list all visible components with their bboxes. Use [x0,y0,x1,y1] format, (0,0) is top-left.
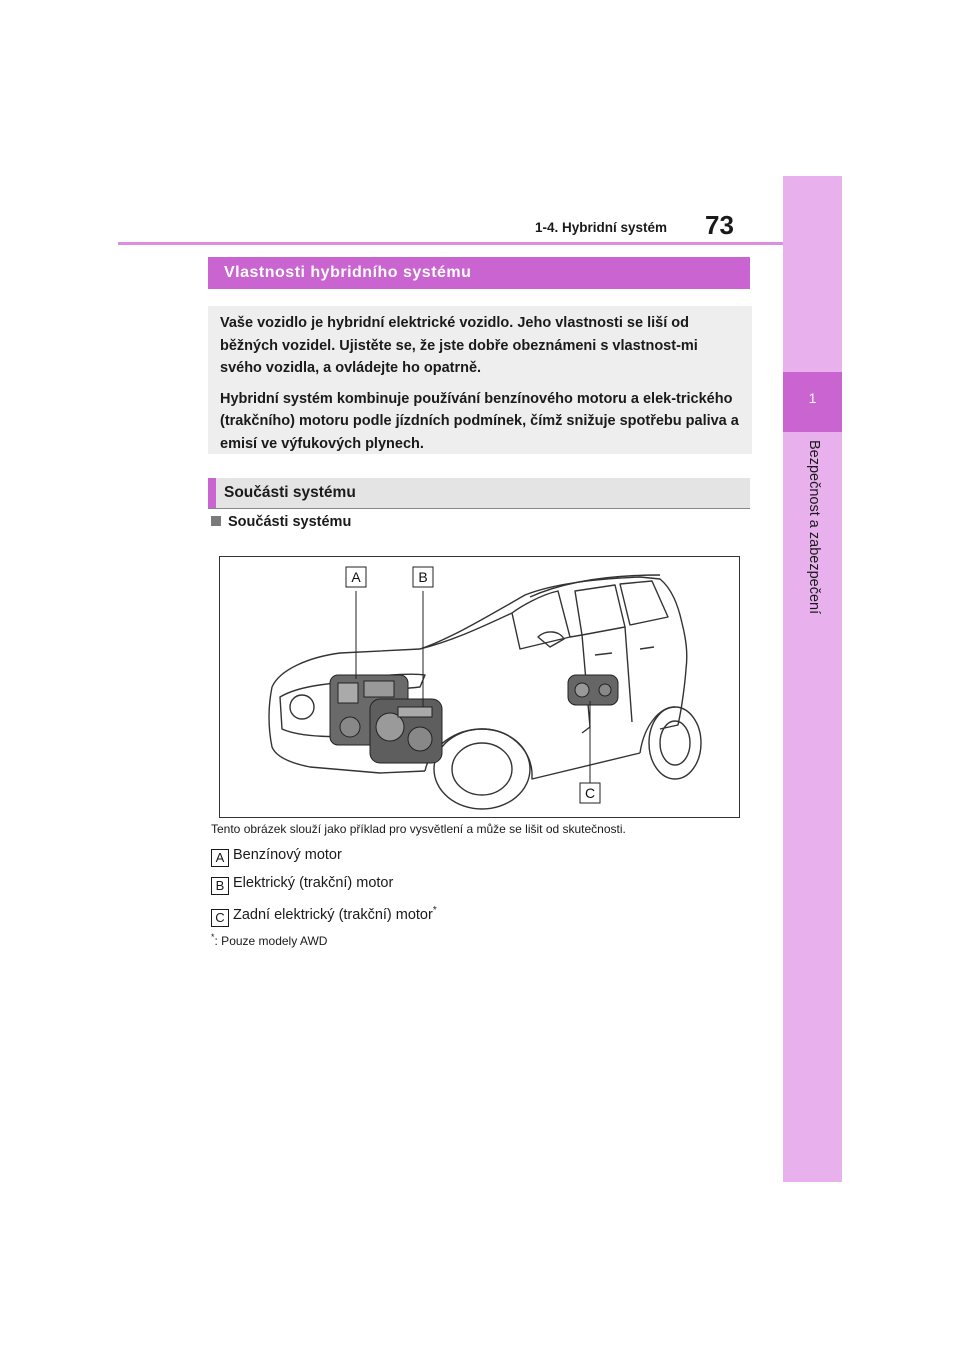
legend-text: Zadní elektrický (trakční) motor [233,906,433,923]
rear-wheel [649,707,701,779]
subsection-title: Součásti systému [208,478,750,508]
rear-door-window [620,581,668,625]
rear-motor [568,675,618,705]
section-reference: 1-4. Hybridní systém [535,220,668,235]
footnote [211,932,327,948]
rear-door-seam [625,627,632,722]
header-rule [118,242,783,245]
emblem [290,695,314,719]
rear-wheel-arch [640,707,675,753]
front-motor [370,699,442,763]
legend-text: Elektrický (trakční) motor [233,875,394,891]
rear-rim [660,721,690,765]
chapter-number: 1 [808,390,817,406]
legend-item [211,846,342,864]
figure-label-a: A [351,569,361,585]
footnote-mark: * [432,905,437,916]
legend-key: A [211,849,229,867]
legend-item [211,902,437,925]
section-title: Vlastnosti hybridního systému [208,257,750,289]
front-door-window [575,585,625,635]
square-bullet-icon [211,516,221,526]
door-handle [595,653,612,655]
legend-key: C [211,909,229,927]
figure-caption: Tento obrázek slouží jako příklad pro vysvětlení a může se lišit od skutečnosti. [211,822,626,836]
bullet-heading [211,514,351,530]
bullet-heading-text: Součásti systému [228,514,352,530]
footnote-text: : Pouze modely AWD [214,934,328,948]
intro-paragraph: Vaše vozidlo je hybridní elektrické vozidlo. Jeho vlastnosti se liší od běžných vozidel. Ujistěte se, že jste dobře obeznámeni s vlastnost-mi svého vozidla, a ovládejte ho opatrně. [220,315,698,376]
figure-label-b: B [418,569,428,585]
intro-box [208,306,752,454]
figure-label-c: C [584,785,596,801]
page-number: 73 [705,210,734,240]
intro-paragraph: Hybridní systém kombinuje používání benzínového motoru a elek-trického (trakčního) motoru podle jízdních podmínek, čímž snižuje spotřebu paliva a emisí ve výfukových plynech. [220,390,739,452]
front-rim [452,743,512,795]
vehicle-drawing [220,557,739,817]
chapter-title: Bezpečnost a zabezpečení [806,440,822,615]
front-wheel [434,729,530,809]
vehicle-illustration [219,556,740,818]
chapter-side-tab [783,176,842,1182]
subsection-rule [208,508,750,509]
legend-text: Benzínový motor [233,847,342,863]
rear-door-handle [640,647,654,649]
footnote-mark: * [211,932,215,942]
legend-key: B [211,877,229,895]
legend-item [211,874,393,892]
